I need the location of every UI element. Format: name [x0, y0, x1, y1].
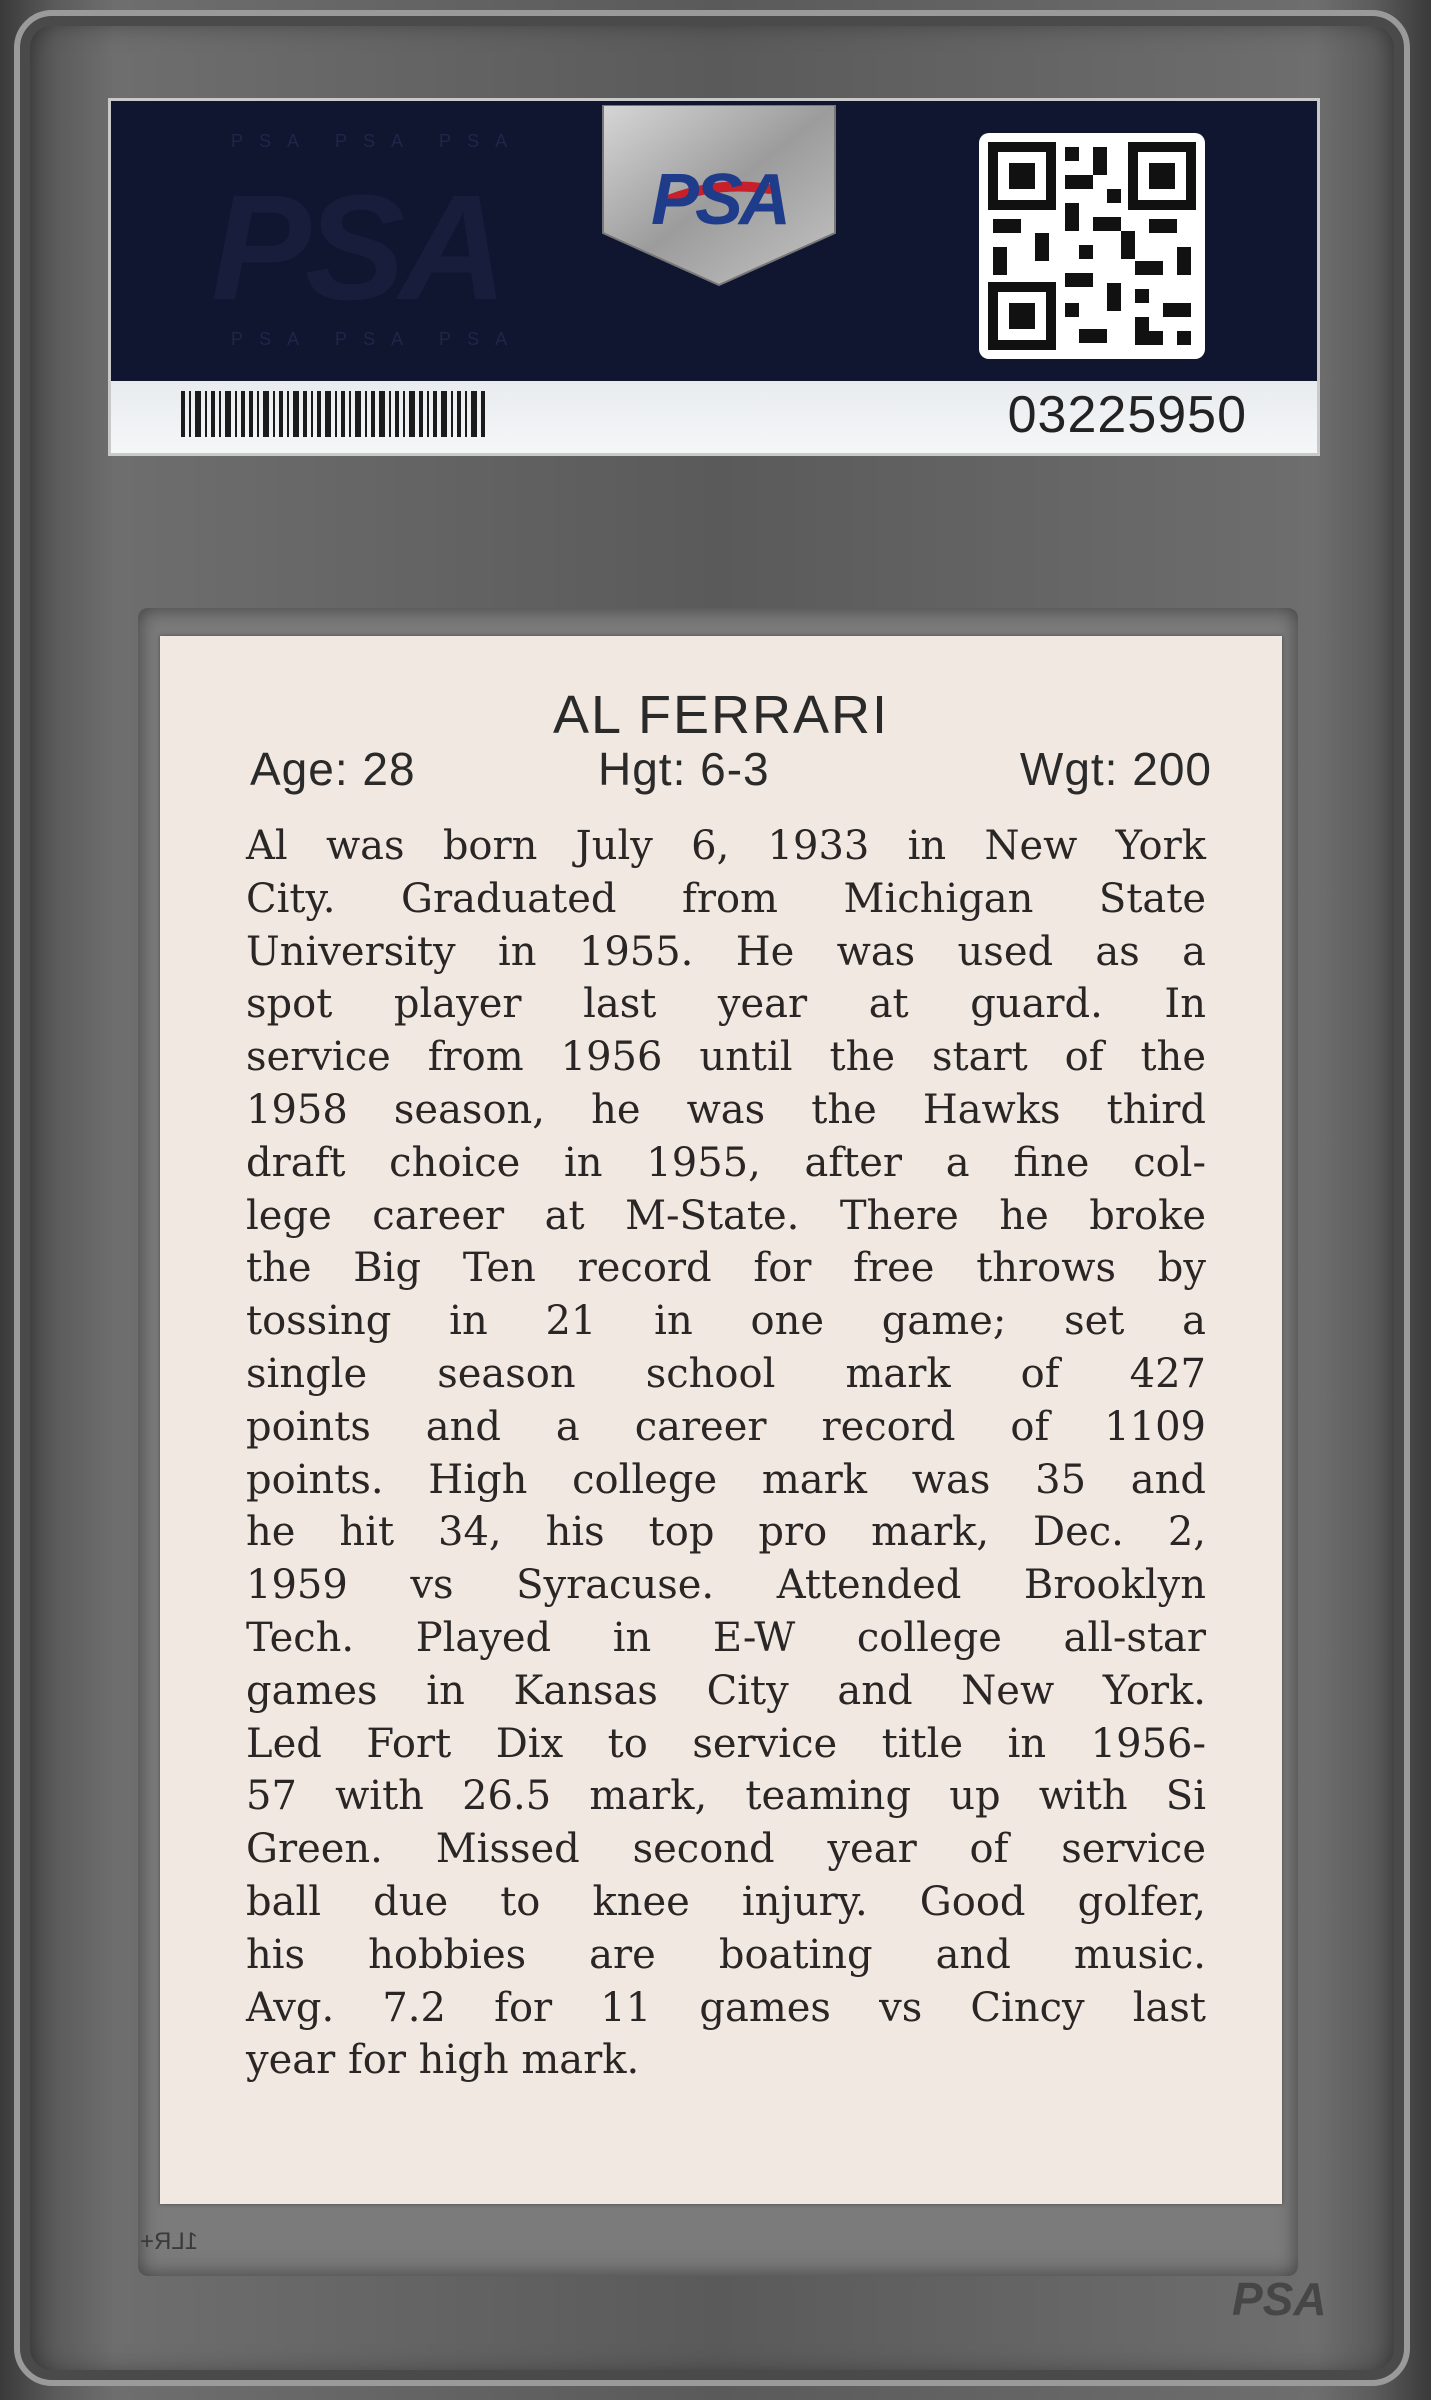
psa-logo-badge [601, 105, 837, 287]
bio-line: spot player last year at guard. In [246, 981, 1206, 1028]
bio-line: Tech. Played in E-W college all-star [246, 1614, 1206, 1661]
bio-line: Al was born July 6, 1933 in New York [246, 823, 1206, 869]
bio-line: lege career at M-State. There he broke [246, 1192, 1206, 1239]
psa-logo-text: PSA [650, 160, 788, 240]
bio-line: games in Kansas City and New York. [246, 1667, 1206, 1714]
bio-line: service from 1956 until the start of the [246, 1034, 1206, 1081]
bio-line: ball due to knee injury. Good golfer, [246, 1878, 1206, 1925]
label-watermark-row-top: PSA PSA PSA [231, 131, 524, 151]
qr-code-pattern [979, 133, 1205, 359]
player-name: AL FERRARI [552, 685, 890, 745]
bio-line: the Big Ten record for free throws by [246, 1245, 1206, 1292]
bio-line: Green. Missed second year of service [246, 1826, 1206, 1873]
label-watermark-logo: PSA [211, 163, 502, 331]
bio-line: single season school mark of 427 [246, 1350, 1206, 1397]
bio-line: 1959 vs Syracuse. Attended Brooklyn [246, 1562, 1206, 1609]
bio-line: City. Graduated from Michigan State [246, 875, 1206, 922]
bio-line: he hit 34, his top pro mark, Dec. 2, [246, 1509, 1206, 1556]
player-age: Age: 28 [250, 743, 416, 795]
bio-line: points and a career record of 1109 [246, 1403, 1206, 1450]
label-strip [111, 381, 1317, 453]
bio-line: 57 with 26.5 mark, teaming up with Si [246, 1773, 1206, 1820]
holder-mold-logo: PSA [1232, 2273, 1327, 2325]
player-height: Hgt: 6-3 [598, 743, 770, 795]
bio-line: 1958 season, he was the Hawks third [246, 1086, 1206, 1133]
certification-number: 03225950 [1007, 386, 1247, 444]
bio-line: Avg. 7.2 for 11 games vs Cincy last [246, 1984, 1206, 2031]
holder-mold-code: 1LR+ [140, 2228, 199, 2255]
bio-line: his hobbies are boating and music. [246, 1931, 1206, 1978]
bio-line: year for high mark. [246, 2037, 640, 2084]
trading-card-back [160, 636, 1282, 2204]
psa-label [108, 98, 1320, 456]
bio-line: University in 1955. He was used as a [246, 928, 1206, 975]
bio-line: Led Fort Dix to service title in 1956- [246, 1720, 1206, 1767]
barcode [181, 391, 491, 445]
player-weight: Wgt: 200 [1019, 743, 1212, 795]
label-watermark-row-bottom: PSA PSA PSA [231, 329, 524, 349]
player-biography [246, 820, 1206, 2087]
bio-line: points. High college mark was 35 and [246, 1456, 1206, 1503]
bio-line: draft choice in 1955, after a fine col- [246, 1139, 1206, 1186]
bio-line: tossing in 21 in one game; set a [246, 1298, 1206, 1345]
qr-code[interactable] [979, 133, 1205, 359]
